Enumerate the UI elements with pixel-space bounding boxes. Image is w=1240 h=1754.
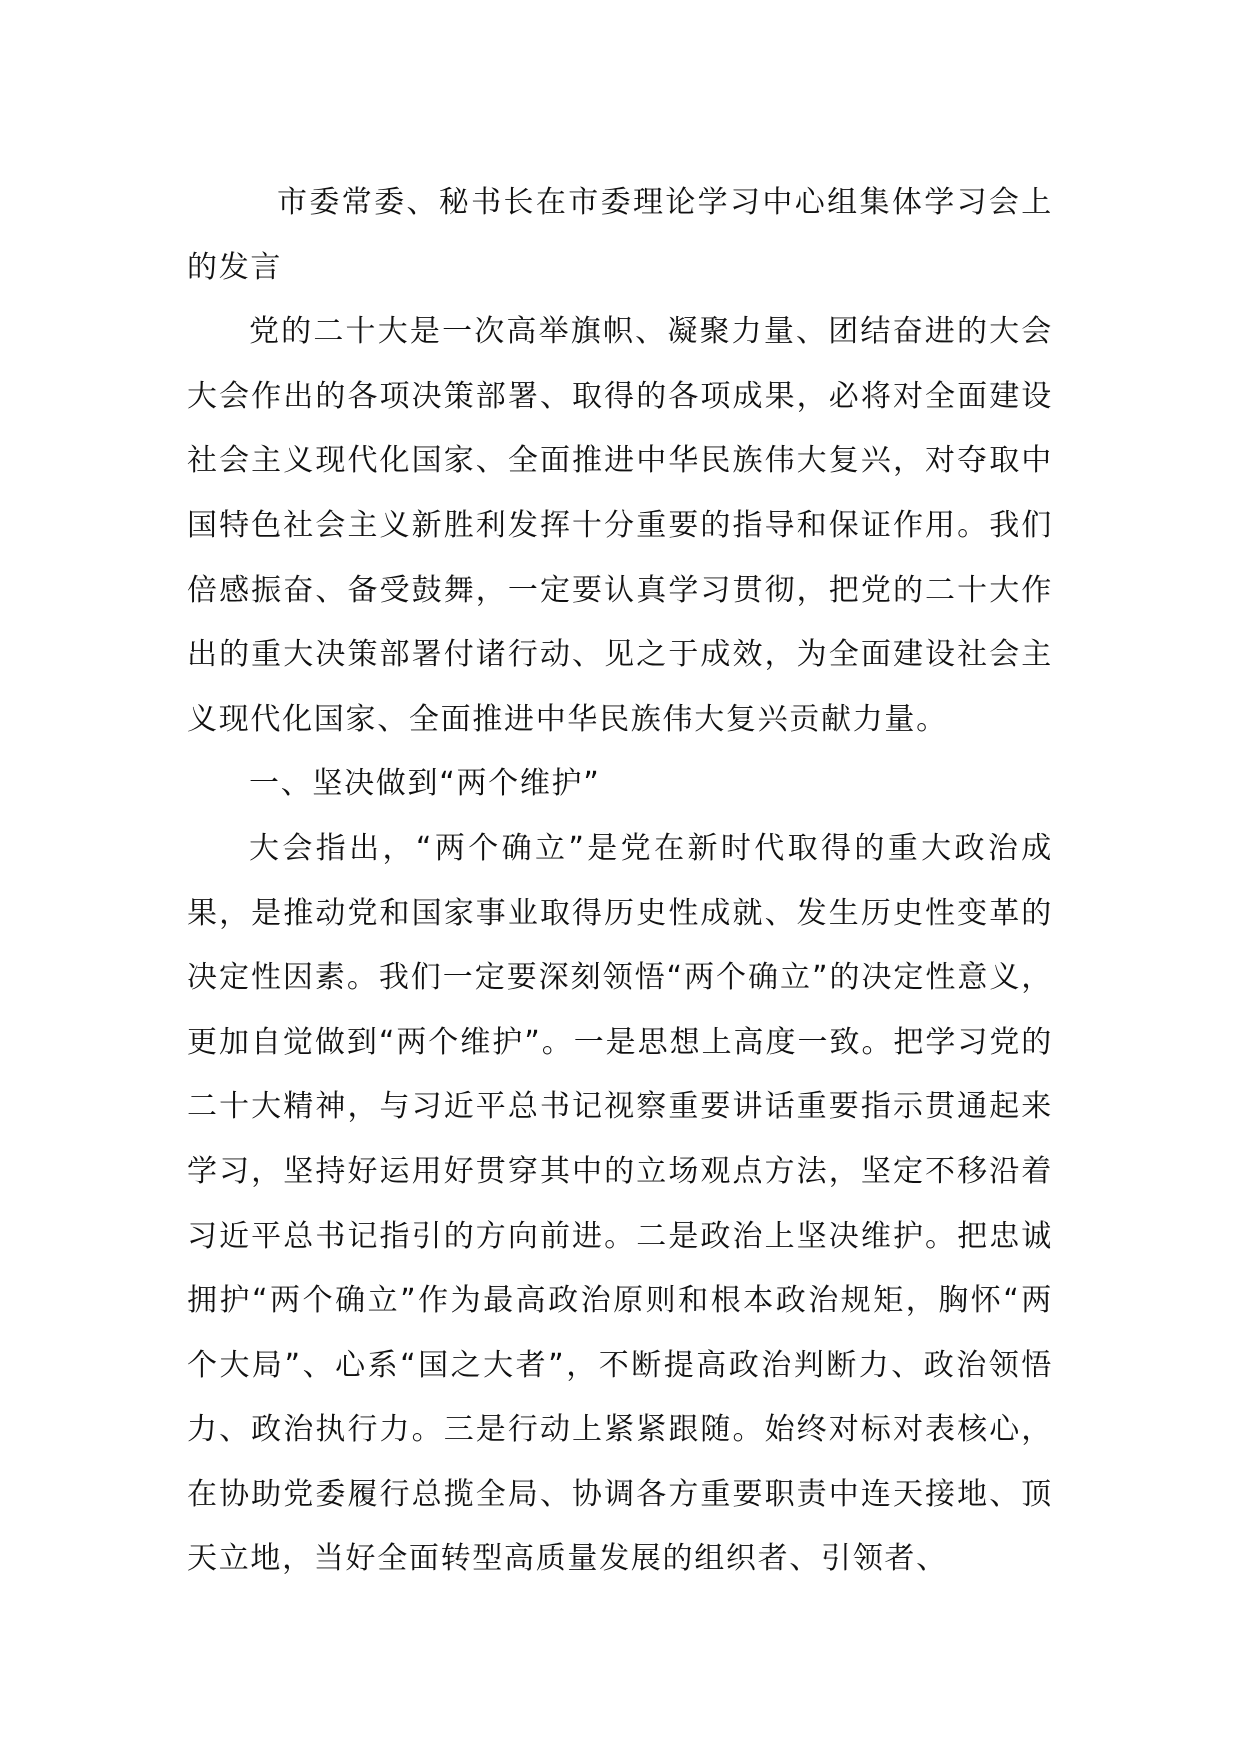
document-body	[187, 171, 1053, 1592]
paragraph-intro: 党的二十大是一次高举旗帜、凝聚力量、团结奋进的大会大会作出的各项决策部署、取得的各项成果，必将对全面建设社会主义现代化国家、全面推进中华民族伟大复兴，对夺取中国特色社会主义新胜利发挥十分重要的指导和保证作用。我们倍感振奋、备受鼓舞，一定要认真学习贯彻，把党的二十大作出的重大决策部署付诸行动、见之于成效，为全面建设社会主义现代化国家、全面推进中华民族伟大复兴贡献力量。	[187, 314, 1053, 737]
document-title: 市委常委、秘书长在市委理论学习中心组集体学习会上的发言	[187, 185, 1053, 285]
paragraph-section-1: 大会指出，“两个确立”是党在新时代取得的重大政治成果，是推动党和国家事业取得历史性成就、发生历史性变革的决定性因素。我们一定要深刻领悟“两个确立”的决定性意义，更加自觉做到“两个维护”。一是思想上高度一致。把学习党的二十大精神，与习近平总书记视察重要讲话重要指示贯通起来学习，坚持好运用好贯穿其中的立场观点方法，坚定不移沿着习近平总书记指引的方向前进。二是政治上坚决维护。把忠诚拥护“两个确立”作为最高政治原则和根本政治规矩，胸怀“两个大局”、心系“国之大者”，不断提高政治判断力、政治领悟力、政治执行力。三是行动上紧紧跟随。始终对标对表核心，在协助党委履行总揽全局、协调各方重要职责中连天接地、顶天立地，当好全面转型高质量发展的组织者、引领者、	[187, 830, 1053, 1577]
section-heading-1: 一、坚决做到“两个维护”	[249, 766, 601, 802]
